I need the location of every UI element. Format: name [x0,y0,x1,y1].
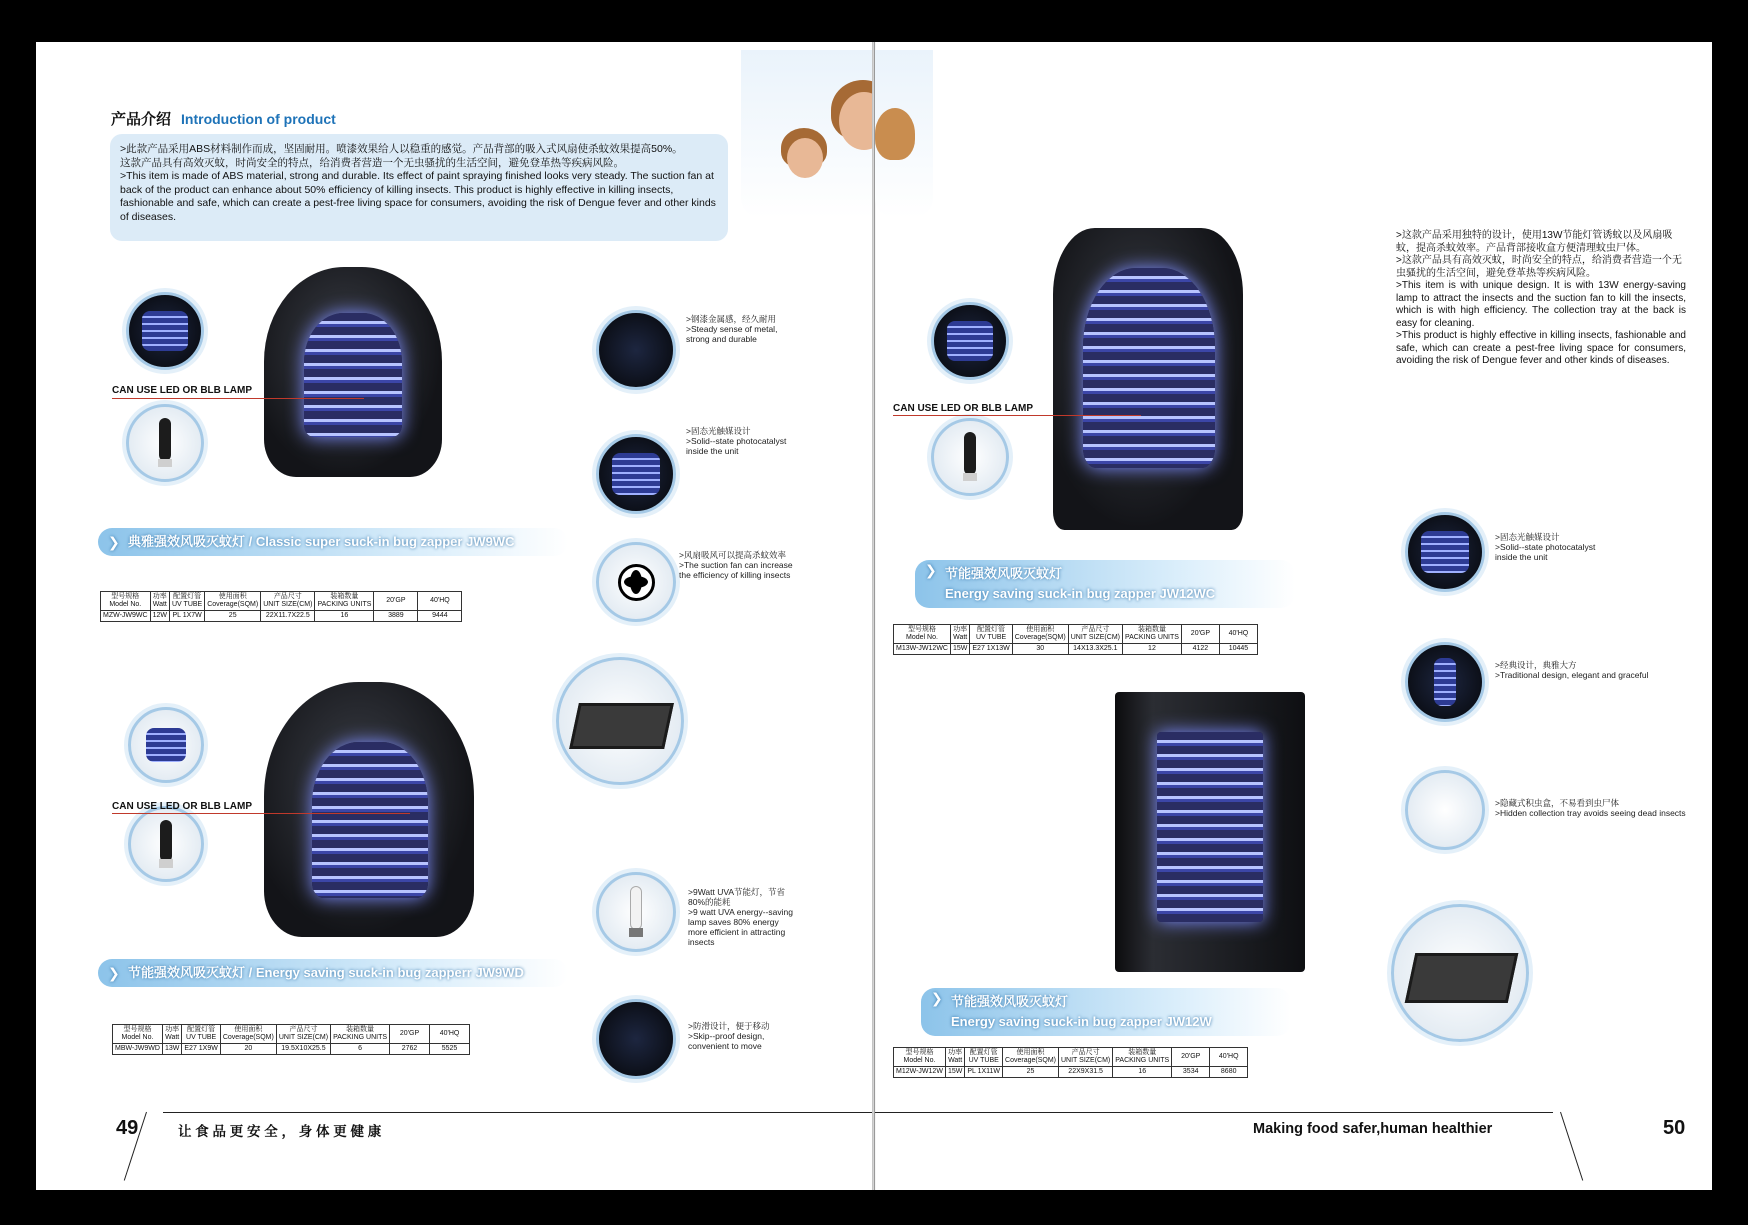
table-cell: 2762 [390,1044,430,1055]
table-cell: 6 [331,1044,390,1055]
intro-cn-line1: >此款产品采用ABS材料制作而成，坚固耐用。喷漆效果给人以稳重的感觉。产品背部的吸入式风扇使杀蚊效果提高50%。 [120,143,683,155]
right-intro-en2: >This product is highly effective in killing insects, fashionable and safe, which can create a pest-free living space for consumers, avoiding the risk of Dengue fever and other kinds of diseases. [1396,330,1686,366]
table-header-cell: 20'GP [1172,1048,1210,1067]
right-intro-text [1396,230,1686,368]
footer-rule-right [875,1112,1553,1113]
th-size: 产品尺寸 UNIT SIZE(CM) [261,592,315,611]
table-header-cell: 功率 Watt [945,1048,964,1067]
footer-rule-left [163,1112,874,1113]
right-intro-cn1: >这款产品采用独特的设计，使用13W节能灯管诱蚊以及风扇吸蚊，提高杀蚊效率。产品背部接收盒方便清理蚊虫尸体。 [1396,230,1673,254]
table-cell: 25 [1003,1067,1059,1078]
table-cell: 14X13.3X25.1 [1068,644,1122,655]
right-photocatalyst-bubble [1405,512,1485,592]
lamp-pointer-1 [112,398,364,399]
right-tray-bubble [1391,904,1529,1042]
table-header-cell: 型号规格 Model No. [113,1025,163,1044]
table-header-cell: 40'HQ [1210,1048,1248,1067]
table-cell: 15W [945,1067,964,1078]
skip-proof-bubble [596,999,676,1079]
th-20gp: 20'GP [374,592,418,611]
footer-diag-right [1560,1112,1583,1181]
table-header-cell: 20'GP [390,1025,430,1044]
lamp-label-1: CAN USE LED OR BLB LAMP [112,385,252,396]
uv-tube-bubble [126,404,204,482]
table-cell: 22X9X31.5 [1059,1067,1113,1078]
jw12w-name-cn: ❯ 节能强效风吸灭蚊灯 [951,994,1069,1009]
table-cell: 9444 [418,611,462,622]
table-cell: PL 1X7W [170,611,205,622]
product-jw9wc-image [264,267,442,477]
table-cell: 3534 [1172,1067,1210,1078]
th-watt: 功率 Watt [150,592,169,611]
intro-en-text: >This item is made of ABS material, strong and durable. Its effect of paint spraying finished looks very steady. The suction fan at back of the product can enhance about 50% efficiency of killing insects. This product is highly effective in killing insects, fashionable and safe, which can create a pest-free living space for consumers, avoiding the risk of Dengue fever and other kinds of diseases. [120,170,716,223]
lamp-pointer-2 [112,813,410,814]
table-cell: 12 [1122,644,1181,655]
slogan-left: 让 食 品 更 安 全 ， 身 体 更 健 康 [178,1124,382,1139]
table-cell: MZW-JW9WC [101,611,151,622]
table-cell: 3889 [374,611,418,622]
table-header-cell: 20'GP [1181,625,1219,644]
right-intro-cn2: >这款产品具有高效灭蚊，时尚安全的特点，给消费者营造一个无虫骚扰的生活空间，避免登革热等疾病风险。 [1396,255,1682,279]
table-header-cell: 使用面积 Coverage(SQM) [220,1025,276,1044]
table-row [101,611,462,622]
table-header-cell: 配置灯管 UV TUBE [182,1025,220,1044]
table-cell: 12W [150,611,169,622]
family-photo-right [875,50,933,218]
table-header-cell: 装箱数量 PACKING UNITS [1122,625,1181,644]
jw12wc-name-cn: ❯ 节能强效风吸灭蚊灯 [945,566,1063,581]
th-tube: 配置灯管 UV TUBE [170,592,205,611]
product-jw12wc-image [1053,228,1243,530]
grid-closeup-bubble [126,292,204,370]
table-cell: 8680 [1210,1067,1248,1078]
lamp-pointer-3 [893,415,1141,416]
product-jw12w-image [1115,692,1305,972]
traditional-bubble [1405,642,1485,722]
callout-photocatalyst: >固态光触媒设计 >Solid--state photocatalyst inside the unit [686,426,787,456]
slogan-right: Making food safer,human healthier [1253,1121,1493,1137]
intro-box [110,134,728,241]
table-header-cell: 型号规格 Model No. [894,625,951,644]
uv-tube-bubble-2 [128,806,204,882]
table-header-cell: 配置灯管 UV TUBE [965,1048,1003,1067]
spec-table-jw12w [893,1047,1248,1078]
table-row [894,644,1258,655]
intro-cn-line2: 这款产品具有高效灭蚊，时尚安全的特点，给消费者营造一个无虫骚扰的生活空间，避免登革热等疾病风险。 [120,156,624,169]
jw12wc-name-en: Energy saving suck-in bug zapper JW12WC [945,586,1216,601]
table-cell: 4122 [1181,644,1219,655]
table-cell: 30 [1012,644,1068,655]
fan-icon [596,542,676,622]
right-callout-hidden: >隐藏式积虫盒，不易看到虫尸体 >Hidden collection tray avoids seeing dead insects [1495,798,1686,818]
table-cell: 16 [1113,1067,1172,1078]
product-jw9wd-image [264,682,474,937]
table-cell: E27 1X13W [970,644,1012,655]
table-row [113,1044,470,1055]
callout-fan: >风扇吸风可以提高杀蚊效率 >The suction fan can increase the efficiency of killing insects [679,550,793,580]
table-cell: 5525 [430,1044,470,1055]
intro-title-cn: 产品介绍 [111,111,172,128]
table-header-cell: 配置灯管 UV TUBE [970,625,1012,644]
family-photo [741,50,874,218]
th-packing: 装箱数量 PACKING UNITS [315,592,374,611]
jw12wc-grid-bubble [931,302,1009,380]
table-header-cell: 装箱数量 PACKING UNITS [1113,1048,1172,1067]
tray-bubble [556,657,684,785]
table-row [894,1067,1248,1078]
callout-uva: >9Watt UVA节能灯，节省80%的能耗 >9 watt UVA energy--saving lamp saves 80% energy more efficient in attracting insects [688,887,793,947]
spec-table-jw9wc [100,591,462,622]
table-header-cell: 型号规格 Model No. [894,1048,946,1067]
table-header-cell: 40'HQ [1219,625,1257,644]
table-cell: 13W [162,1044,181,1055]
table-cell: 25 [205,611,261,622]
right-callout-photocatalyst: >固态光触媒设计 >Solid--state photocatalyst inside the unit [1495,532,1596,562]
table-header-cell: 产品尺寸 UNIT SIZE(CM) [1068,625,1122,644]
table-header-cell: 40'HQ [430,1025,470,1044]
table-header-cell: 产品尺寸 UNIT SIZE(CM) [276,1025,330,1044]
table-cell: M13W-JW12WC [894,644,951,655]
callout-skip: >防滑设计，便于移动 >Skip--proof design, convenient to move [688,1021,770,1051]
table-cell: 15W [950,644,969,655]
small-unit-bubble [128,707,204,783]
callout-metal: >钢漆金属感，经久耐用 >Steady sense of metal, strong and durable [686,314,778,344]
right-page [874,42,1712,1190]
table-cell: 10445 [1219,644,1257,655]
photocatalyst-bubble [596,434,676,514]
table-cell: 19.5X10X25.5 [276,1044,330,1055]
table-cell: 16 [315,611,374,622]
lamp-label-2: CAN USE LED OR BLB LAMP [112,801,252,812]
table-cell: 20 [220,1044,276,1055]
product-name-jw12w [921,988,1291,1036]
table-cell: E27 1X9W [182,1044,220,1055]
product-name-jw9wd: ❯ 节能强效风吸灭蚊灯 / Energy saving suck-in bug zapperr JW9WD [98,959,568,987]
intro-title-en: Introduction of product [181,111,336,127]
page-number-right: 50 [1663,1117,1686,1139]
product-name-jw12wc [915,560,1295,608]
table-cell: MBW-JW9WD [113,1044,163,1055]
th-model: 型号规格 Model No. [101,592,151,611]
spec-table-jw9wd [112,1024,470,1055]
page-number-left: 49 [116,1117,139,1139]
hidden-tray-bubble [1405,770,1485,850]
lamp-label-3: CAN USE LED OR BLB LAMP [893,403,1033,414]
table-header-cell: 功率 Watt [950,625,969,644]
product-name-jw9wc: ❯ 典雅强效风吸灭蚊灯 / Classic super suck-in bug zapper JW9WC [98,528,568,556]
left-page [36,42,874,1190]
right-callout-traditional: >经典设计，典雅大方 >Traditional design, elegant and graceful [1495,660,1649,680]
table-cell: 22X11.7X22.5 [261,611,315,622]
th-40hq: 40'HQ [418,592,462,611]
jw12wc-tube-bubble [931,418,1009,496]
metal-bubble [596,310,676,390]
table-header-cell: 产品尺寸 UNIT SIZE(CM) [1059,1048,1113,1067]
table-header-cell: 装箱数量 PACKING UNITS [331,1025,390,1044]
intro-title [111,108,336,129]
right-intro-en1: >This item is with unique design. It is with 13W energy-saving lamp to attract the insects and the suction fan to kill the insects, which is with high efficiency. The collection tray at the back is easy for cleaning. [1396,280,1686,329]
table-header-cell: 功率 Watt [162,1025,181,1044]
jw12w-name-en: Energy saving suck-in bug zapper JW12W [951,1014,1212,1029]
table-header-cell: 使用面积 Coverage(SQM) [1003,1048,1059,1067]
table-cell: M12W-JW12W [894,1067,946,1078]
th-coverage: 使用面积 Coverage(SQM) [205,592,261,611]
table-cell: PL 1X11W [965,1067,1003,1078]
table-header-cell: 使用面积 Coverage(SQM) [1012,625,1068,644]
energy-bulb-bubble [596,872,676,952]
brochure-spread [36,42,1712,1190]
spec-table-jw12wc [893,624,1258,655]
